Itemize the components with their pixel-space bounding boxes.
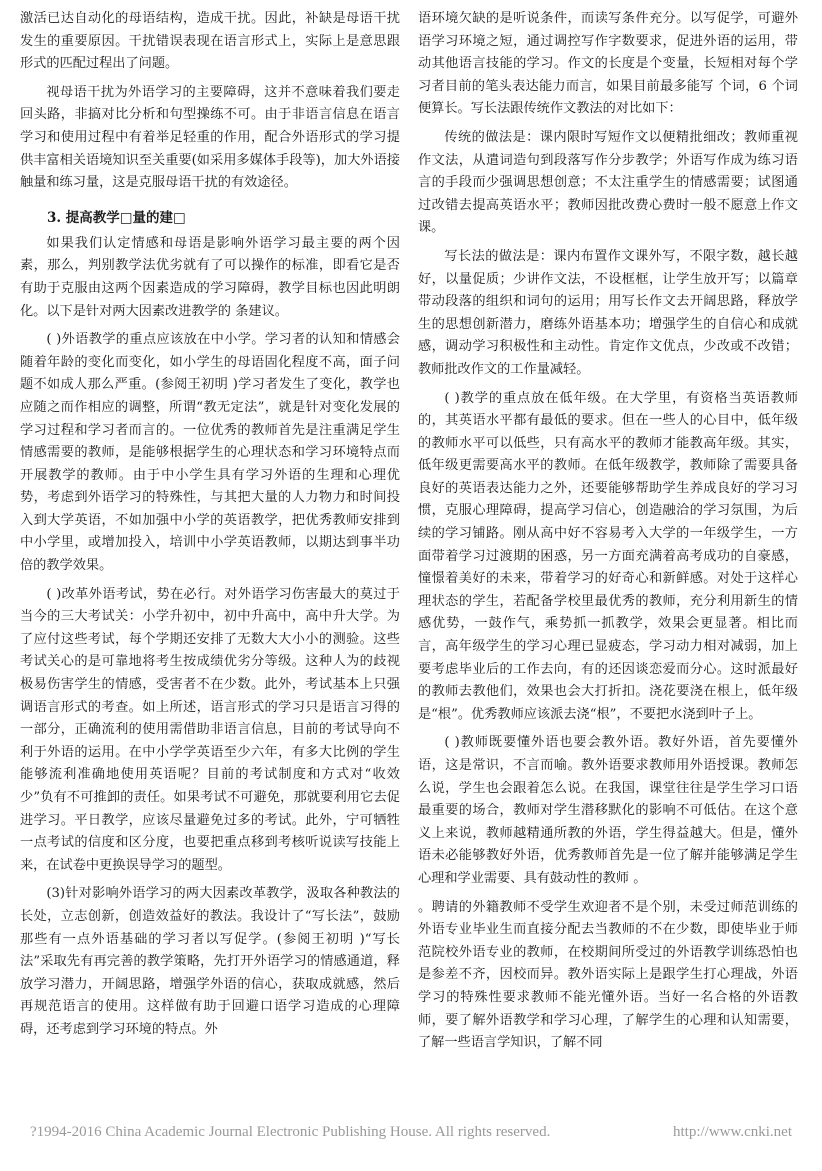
- left-paragraph-4: ( )外语教学的重点应该放在中小学。学习者的认知和情感会随着年龄的变化而变化，如小学生的母语固化程度不高，面子问题不如成人那么严重。(参阅王初明 )学习者发生了变化，教学也应随之而作相应的调整，所谓“教无定法”，就是针对变化发展的学习过程和学习者而言的。一位优秀的教师首先是注重满足学生情感需要的教师，是能够根据学生的心理状态和学习环境特点而开展教学的教师。由于中小学生具有学习外语的生理和心理优势，考虑到外语学习的特殊性，与其把大量的人力物力和时间投入到大学英语，不如加强中小学的英语教学，把优秀教师安排到中小学里，或增加投入，培训中小学英语教师，以期达到事半功倍的教学效果。: [20, 332, 400, 574]
- left-paragraph-6: (3)针对影响外语学习的两大因素改革教学，汲取各种教法的长处，立志创新，创造效益好的教法。我设计了“写长法”，鼓励那些有一点外语基础的学习者以写促学。(参阅王初明 )“写长法”采取先有再完善的教学策略，先打开外语学习的情感通道，释放学习潜力，开阔思路，增强学外语的信心，获取成就感，然后再规范语言的使用。这样做有助于回避口语学习造成的心理障碍，还考虑到学习环境的特点。外: [20, 886, 400, 1037]
- left-paragraph-3: 如果我们认定情感和母语是影响外语学习最主要的两个因素，那么，判别教学法优劣就有了可以操作的标准，即看它是否有助于克服由这两个因素造成的学习障碍，教学目标也因此明朗化。以下是针对两大因素改进教学的 条建议。: [20, 235, 400, 319]
- right-paragraph-1: 语环境欠缺的是听说条件，而读写条件充分。以写促学，可避外语学习环境之短，通过调控写作字数要求，促进外语的运用，带动其他语言技能的学习。作文的长度是个变量，长短相对每个学习者目前的笔头表达能力而言，如果目前最多能写 个词，6 个词便算长。写长法跟传统作文教法的对比如下：: [418, 11, 798, 117]
- left-paragraph-2: 视母语干扰为外语学习的主要障碍，这并不意味着我们要走回头路，非搞对比分析和句型操练不可。由于非语言信息在语言学习和使用过程中有着举足轻重的作用，配合外语形式的学习提供丰富相关语境知识至关重要(如采用多媒体手段等)，加大外语接触量和练习量，这是克服母语干扰的有效途径。: [20, 84, 400, 191]
- right-paragraph-2: 传统的做法是：课内限时写短作文以便精批细改；教师重视作文法，从遣词造句到段落写作分步教学；外语写作成为练习语言的手段而少强调思想创意；不太注重学生的情感需要；试图通过改错去提高英语水平；教师因批改费心费时一般不愿意上作文课。: [418, 129, 798, 236]
- footer-url-link[interactable]: http://www.cnki.net: [672, 1124, 792, 1140]
- left-paragraph-1: 激活已达自动化的母语结构，造成干扰。因此，补缺是母语干扰发生的重要原因。干扰错误表现在语言形式上，实际上是意思跟形式的匹配过程出了问题。: [20, 11, 400, 72]
- left-column: [20, 8, 400, 1048]
- copyright-notice: ?1994-2016 China Academic Journal Electronic Publishing House. All rights reserved.: [30, 1124, 551, 1140]
- right-paragraph-3: 写长法的做法是：课内布置作文课外写，不限字数，越长越好，以量促质；少讲作文法，不设框框，让学生放开写；以篇章带动段落的组织和词句的运用；用写长作文去开阔思路，释放学生的思想创新潜力，磨练外语基本功；增强学生的自信心和成就感，调动学习积极性和主动性。肯定作文优点，少改或不改错；教师批改作文的工作量减轻。: [418, 248, 798, 377]
- right-paragraph-6: 。聘请的外籍教师不受学生欢迎者不是个别，未受过师范训练的外语专业毕业生而直接分配去当教师的不在少数，即使毕业于师范院校外语专业的教师，在校期间所受过的外语教学训练恐怕也是参差不齐，因校而异。教外语实际上是跟学生打心理战，外语学习的特殊性要求教师不能光懂外语。当好一名合格的外语教师，要了解外语教学和学习心理，了解学生的心理和认知需要，了解一些语言学知识，了解不同: [418, 899, 798, 1051]
- page-footer: [0, 1124, 822, 1141]
- right-column: [418, 8, 798, 1061]
- left-paragraph-5: ( )改革外语考试，势在必行。对外语学习伤害最大的莫过于当今的三大考试关：小学升初中，初中升高中，高中升大学。为了应付这些考试，每个学期还安排了无数大大小小的测验。这些考试关心的是可靠地将考生按成绩优劣分等级。这种人为的歧视极易伤害学生的情感，受害者不在少数。此外，考试基本上只强调语言形式的考查。如上所述，语言形式的学习只是语言习得的一部分，正确流利的使用需借助非语言信息，目前的考试导向不利于外语的运用。在中小学学英语至少六年，有多大比例的学生能够流利准确地使用英语呢？目前的考试制度和方式对“收效少”负有不可推卸的责任。如果考试不可避免，那就要利用它去促进学习。平日教学，应该尽量避免过多的考试。此外，宁可牺牲一点考试的信度和区分度，也要把重点移到考核听说读写技能上来，在试卷中更换误导学习的题型。: [20, 586, 400, 873]
- right-paragraph-4: ( )教学的重点放在低年级。在大学里，有资格当英语教师的，其英语水平都有最低的要求。但在一些人的心目中，低年级的教师水平可以低些，只有高水平的教师才能教高年级。其实，低年级更需要高水平的教师。在低年级教学，教师除了需要具备良好的英语表达能力之外，还要能够帮助学生养成良好的学习习惯，克服心理障碍，提高学习信心，创造融洽的学习氛围，为后续的学习铺路。刚从高中好不容易考入大学的一年级学生，一方面带着学习过渡期的困惑，另一方面充满着高考成功的自豪感，憧憬着美好的未来，带着学习的好奇心和新鲜感。对处于这样心理状态的学生，若配备学校里最优秀的教师，充分利用新生的情感优势，一鼓作气，乘势抓一抓教学，效果会更显著。相比而言，高年级学生的学习心理已显疲态，学习动力相对减弱，加上要考虑毕业后的工作去向，有的还因谈恋爱而分心。这时派最好的教师去教他们，效果也会大打折扣。浇花要浇在根上，低年级是“根”。优秀教师应该派去浇“根”，不要把水浇到叶子上。: [418, 390, 798, 722]
- right-paragraph-5: ( )教师既要懂外语也要会教外语。教好外语，首先要懂外语，这是常识，不言而喻。教外语要求教师用外语授课。教师怎么说，学生也会跟着怎么说。在我国，课堂往往是学生学习口语最重要的场合，教师对学生潜移默化的影响不可低估。在这个意义上来说，教师越精通所教的外语，学生得益越大。但是，懂外语未必能够教好外语，优秀教师首先是一位了解并能够满足学生心理和学业需要、具有鼓动性的教师 。: [418, 735, 798, 886]
- section-heading: 3. 提高教学□量的建□: [47, 209, 186, 226]
